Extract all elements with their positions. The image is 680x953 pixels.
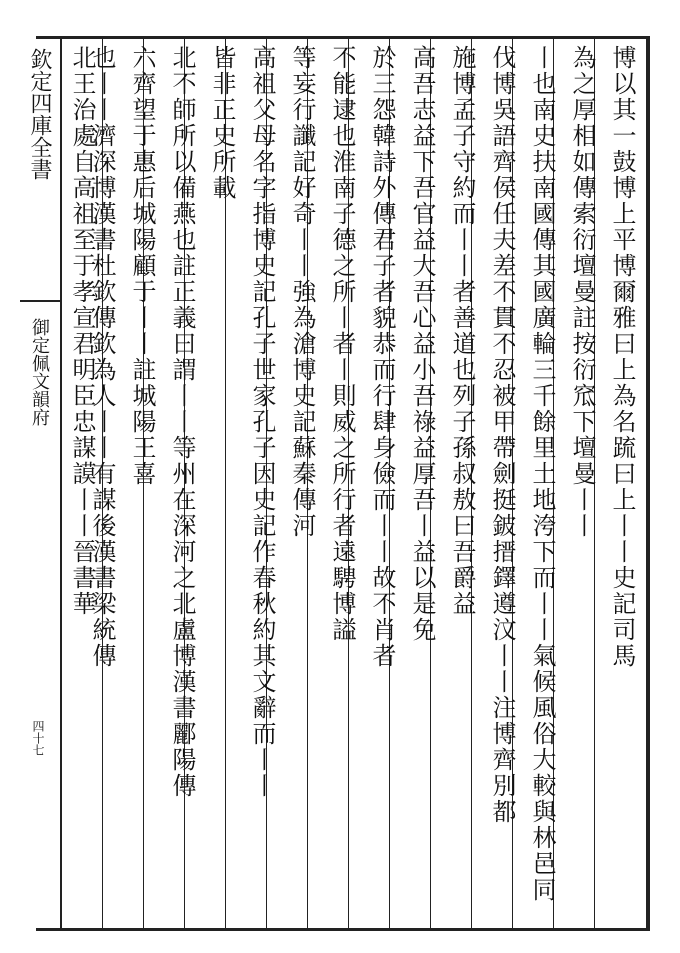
text-column-7: 於三怨韓詩外傳君子者貌恭而行肆身儉而丨丨故不肖者: [368, 45, 396, 669]
text-column-10: 高祖父母名字指博史記孔子世家孔子因史記作春秋約其文辭而丨丨: [248, 45, 276, 799]
fold-margin-line: [60, 36, 62, 931]
book-subtitle: 御定佩文韻府: [29, 318, 50, 426]
text-column-8: 不能逮也淮南子德之所丨者丨則威之所行者遠騁博謚: [328, 45, 356, 643]
book-title: 欽定四庫全書: [27, 48, 52, 180]
text-column-1: 博以其一鼓博上平博爾雅曰上為名䟽曰上丨丨史記司馬: [608, 45, 636, 669]
text-column-15: 北王治處自高祖至于孝宣君明臣忠謀謨丨丨晉書華: [68, 45, 96, 617]
text-column-9: 等妄行讖記好奇丨丨強為滄博史記蘇秦傳河: [288, 45, 316, 539]
text-column-14: 也丨丨濟深博漢書杜欽傳欽為人丨丨有謀後漢書梁統傳: [88, 45, 116, 669]
text-column-4: 伐博吳語齊侯任夫差不貫不忍被甲帶劍挺鈹搢鐸遵汶丨丨注博齊別都: [488, 45, 516, 825]
text-column-11: 皆非正史所載: [208, 45, 236, 201]
frame-top-border: [36, 36, 650, 39]
frame-bottom-border: [36, 928, 650, 931]
text-column-5: 施博孟子守約而丨丨者善道也列子孫叔敖曰吾爵益: [448, 45, 476, 617]
text-column-3: 丨也南史扶南國傳其國廣輪三千餘里土地洿下而丨丨氣候風俗大較與林邑同: [528, 45, 556, 903]
frame-right-border: [646, 36, 650, 931]
page-number: 四十七: [31, 720, 45, 756]
text-column-2: 為之厚相如傳索衍壇曼註按衍窊下壇曼丨丨: [568, 45, 596, 539]
text-column-12: 北不師所以備燕也註正義曰謂丨丨等州在深河之北盧博漢書酈陽傳: [168, 45, 196, 799]
text-column-6: 高吾志益下吾官益大吾心益小吾祿益厚吾丨益以是免: [408, 45, 436, 643]
text-column-13: 六齊望于惠后城陽顧于丨丨註城陽王喜: [128, 45, 156, 487]
